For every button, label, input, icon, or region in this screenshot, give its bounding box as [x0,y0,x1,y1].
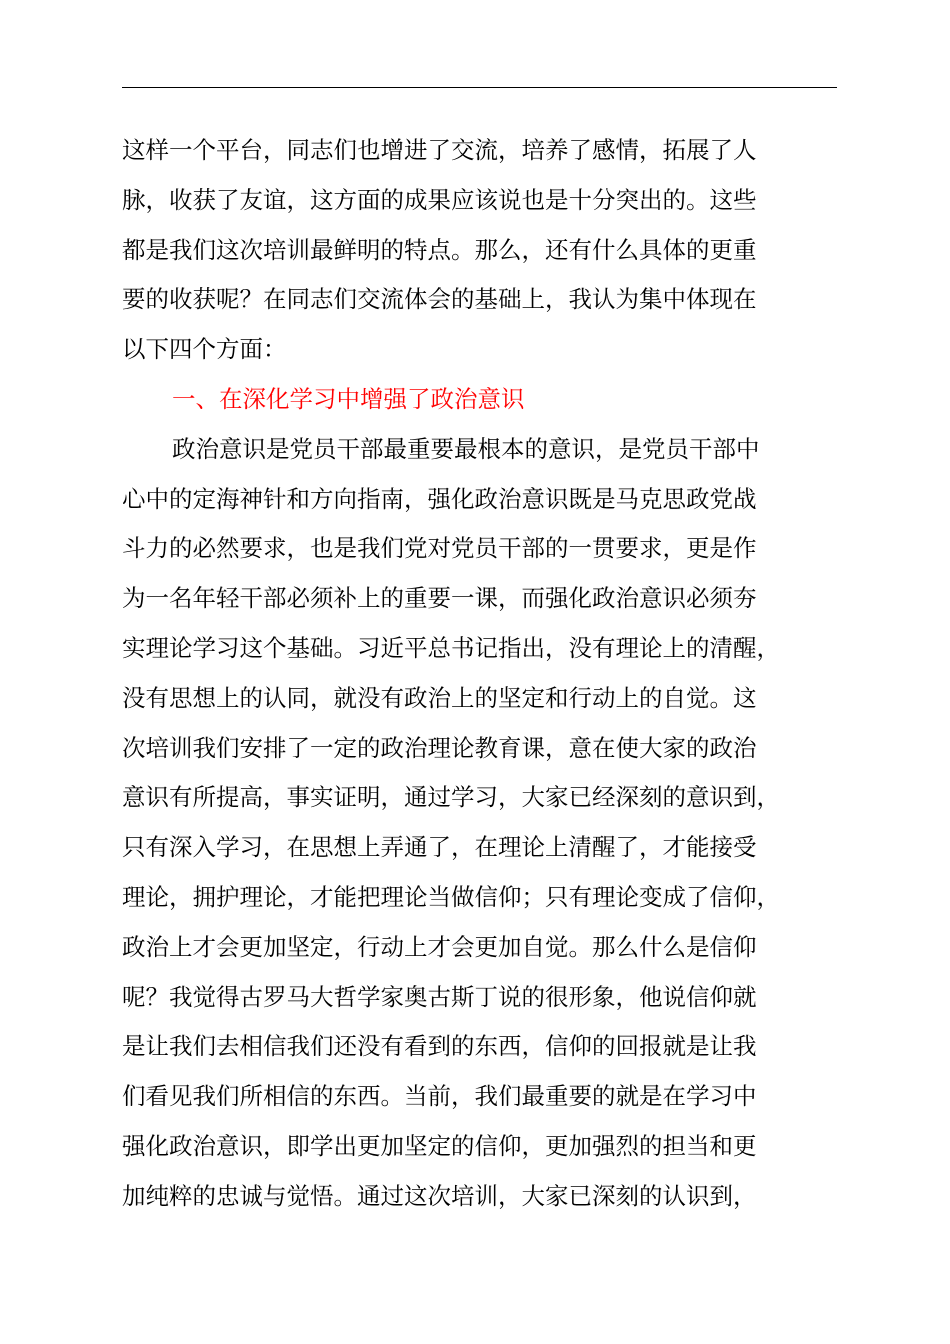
text-line: 以下四个方面： [122,335,287,364]
text-line: 理论，拥护理论，才能把理论当做信仰；只有理论变成了信仰， [122,882,780,911]
text-line: 实理论学习这个基础。习近平总书记指出，没有理论上的清醒， [122,633,780,662]
section-heading: 一、在深化学习中增强了政治意识 [172,384,525,413]
text-line: 次培训我们安排了一定的政治理论教育课，意在使大家的政治 [122,733,757,762]
text-line: 是让我们去相信我们还没有看到的东西，信仰的回报就是让我 [122,1032,757,1061]
header-rule [122,87,837,88]
text-line: 斗力的必然要求，也是我们党对党员干部的一贯要求，更是作 [122,534,757,563]
text-line: 这样一个平台，同志们也增进了交流，培养了感情，拓展了人 [122,136,757,164]
paragraph-first-line: 政治意识是党员干部最重要最根本的意识，是党员干部中 [172,434,760,463]
text-line: 都是我们这次培训最鲜明的特点。那么，还有什么具体的更重 [122,235,757,264]
text-line: 为一名年轻干部必须补上的重要一课，而强化政治意识必须夯 [122,584,757,613]
text-line: 意识有所提高，事实证明，通过学习，大家已经深刻的意识到， [122,783,780,812]
text-line: 加纯粹的忠诚与觉悟。通过这次培训，大家已深刻的认识到， [122,1181,757,1210]
text-line: 只有深入学习，在思想上弄通了，在理论上清醒了，才能接受 [122,833,757,862]
text-line: 政治上才会更加坚定，行动上才会更加自觉。那么什么是信仰 [122,932,757,961]
text-line: 们看见我们所相信的东西。当前，我们最重要的就是在学习中 [122,1082,757,1111]
text-line: 心中的定海神针和方向指南，强化政治意识既是马克思政党战 [122,484,757,513]
text-line: 没有思想上的认同，就没有政治上的坚定和行动上的自觉。这 [122,683,757,712]
text-line: 强化政治意识，即学出更加坚定的信仰，更加强烈的担当和更 [122,1131,757,1160]
text-line: 要的收获呢？在同志们交流体会的基础上，我认为集中体现在 [122,285,757,314]
text-line: 脉，收获了友谊，这方面的成果应该说也是十分突出的。这些 [122,185,757,214]
document-body [122,126,837,1222]
text-line: 呢？我觉得古罗马大哲学家奥古斯丁说的很形象，他说信仰就 [122,982,757,1011]
